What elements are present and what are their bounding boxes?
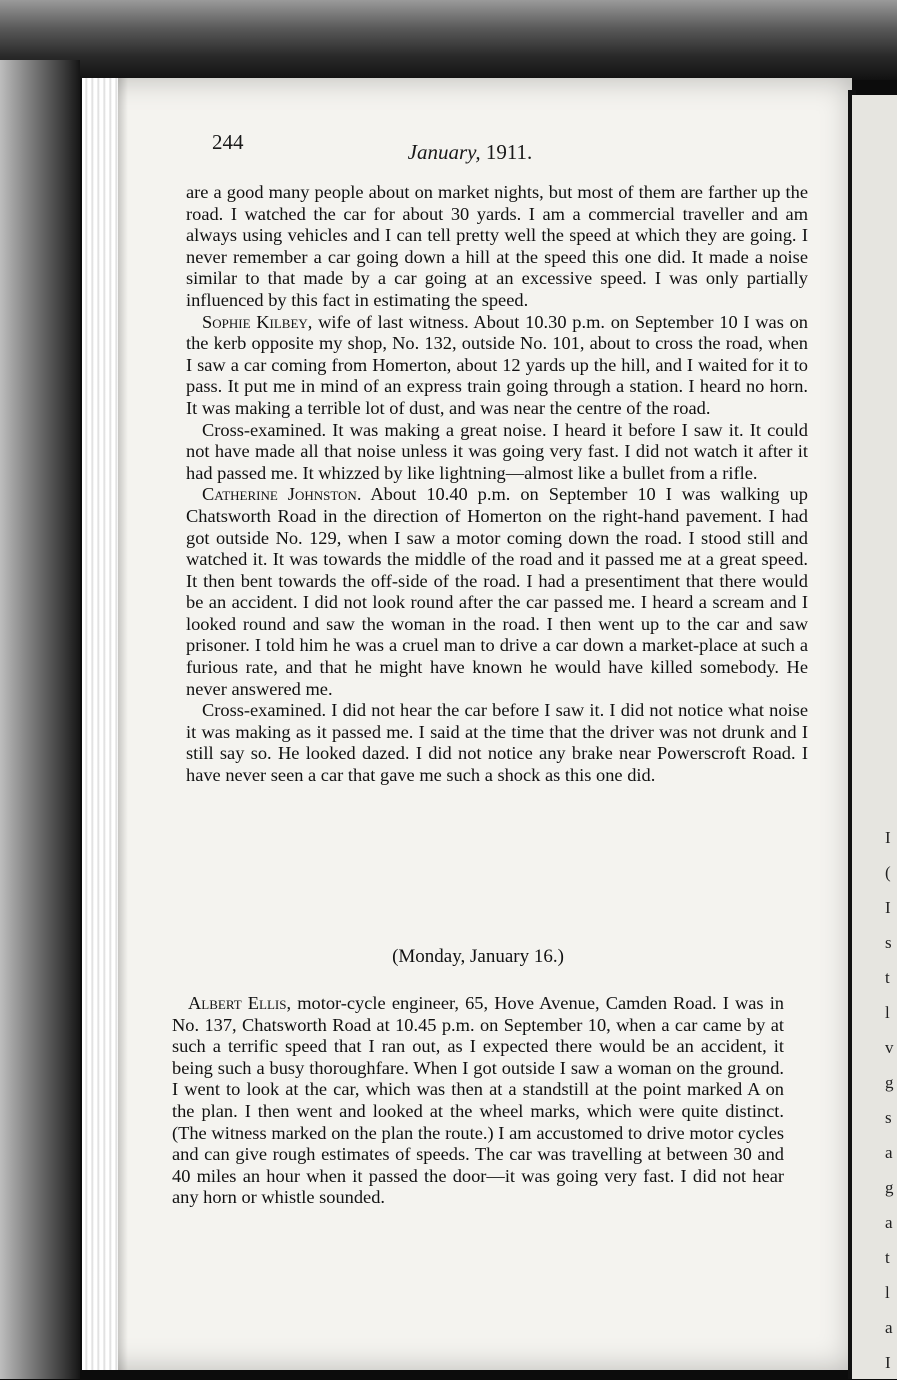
facing-page-letters [885,820,897,1380]
date-heading: (Monday, January 16.) [392,946,564,967]
facing-page-letter: I [885,828,891,847]
facing-page-letter: v [885,1038,894,1057]
paragraph-albert-ellis [172,993,784,1209]
paragraph-continuation: are a good many people about on market nights, but most of them are farther up the road. I watched the car for about 30 yards. I am a commercial traveller and am always using vehicles and I can tell pretty well the speed at which they are going. I never remember a car going down a hill at the speed this one did. It made a noise similar to that made by a car going at an excessive speed. I was only partially influenced by this fact in estimating the speed. [186,182,808,310]
witness-testimony: About 10.40 p.m. on September 10 I was walking up Chatsworth Road in the direction of Homerton on the right-hand pavement. I had got outside No. 129, when I saw a motor coming down the road. I stood still and watched it. It was towards the middle of the road and it passed me at a great speed. It then bent towards the off-side of the road. I had a presentiment that there would be an accident. I did not look round after the car passed me. I heard a scream and I looked round and saw the woman in the road. I then went up to the car and saw prisoner. I told him he was a cruel man to drive a car down a market-place at such a furious rate, and that he might have known he would have killed somebody. He never answered me. [186,484,808,699]
paragraph-catherine-johnston [186,484,808,700]
witness-testimony: wife of last witness. About 10.30 p.m. on September 10 I was on the kerb opposite my shop, No. 132, outside No. 101, about to cross the road, when I saw a car coming from Homerton, about 12 yards up the hill, and I waited for it to pass. It put me in mind of an express train going through a station. I heard no horn. It was making a terrible lot of dust, and was near the centre of the road. [186,311,808,418]
facing-page-letter: a [885,1213,893,1232]
page-number: 244 [212,130,244,154]
facing-page-letter: t [885,1248,890,1267]
body-text [186,182,808,787]
facing-page-letter: g [885,1073,894,1092]
page-binding [82,78,118,1370]
running-title [130,140,810,165]
facing-page-letter: g [885,1178,894,1197]
facing-page-letter: I [885,898,891,917]
facing-page-letter: l [885,1003,890,1022]
paragraph-cross-examined: Cross-examined. It was making a great noise. I heard it before I saw it. It could not have made all that noise unless it was going very fast. I did not watch it after it had passed me. It whizzed by like lightning—almost like a bullet from a rifle. [186,419,808,483]
scan-left-edge [0,60,80,1379]
paragraph-cross-examined: Cross-examined. I did not hear the car before I saw it. I did not notice what noise it was making as it passed me. I said at the time that the driver was not drunk and I still say so. He looked dazed. I did not notice any brake near Powerscroft Road. I have never seen a car that gave me such a shock as this one did. [186,700,808,786]
witness-name: Catherine Johnston. [202,484,362,505]
scan-top-edge [0,0,897,80]
facing-page-letter: ( [885,863,891,882]
facing-page-letter: a [885,1143,893,1162]
witness-name: Albert Ellis, [188,993,292,1013]
paragraph-sophie-kilbey [186,312,808,420]
running-title-month: January, [407,140,481,164]
facing-page-letter: a [885,1318,893,1337]
date-heading-block [172,946,784,968]
facing-page-letter: I [885,1353,891,1372]
facing-page-letter: s [885,933,892,952]
running-title-year: 1911. [485,140,533,164]
binding-shadow [118,78,128,1370]
witness-name: Sophie Kilbey, [202,311,313,332]
page-header [130,130,810,164]
facing-page-letter: s [885,1108,892,1127]
body-text-continued [172,993,784,1209]
facing-page-letter: l [885,1283,890,1302]
facing-page-letter: t [885,968,890,987]
witness-testimony: motor-cycle engineer, 65, Hove Avenue, Camden Road. I was in No. 137, Chatsworth Road at 10.45 p.m. on September 10, when a car came by at such a terrific speed that I ran out, as I expected there would be an accident, it being such a busy thoroughfare. When I got outside I saw a woman on the ground. I went to look at the car, which was then at a standstill at the point marked A on the plan. I then went and looked at the wheel marks, which were quite distinct. (The witness marked on the plan the route.) I am accustomed to drive motor cycles and can give rough estimates of speeds. The car was travelling at between 30 and 40 miles an hour when it passed the door—it was going very fast. I did not hear any horn or whistle sounded. [172,993,784,1208]
